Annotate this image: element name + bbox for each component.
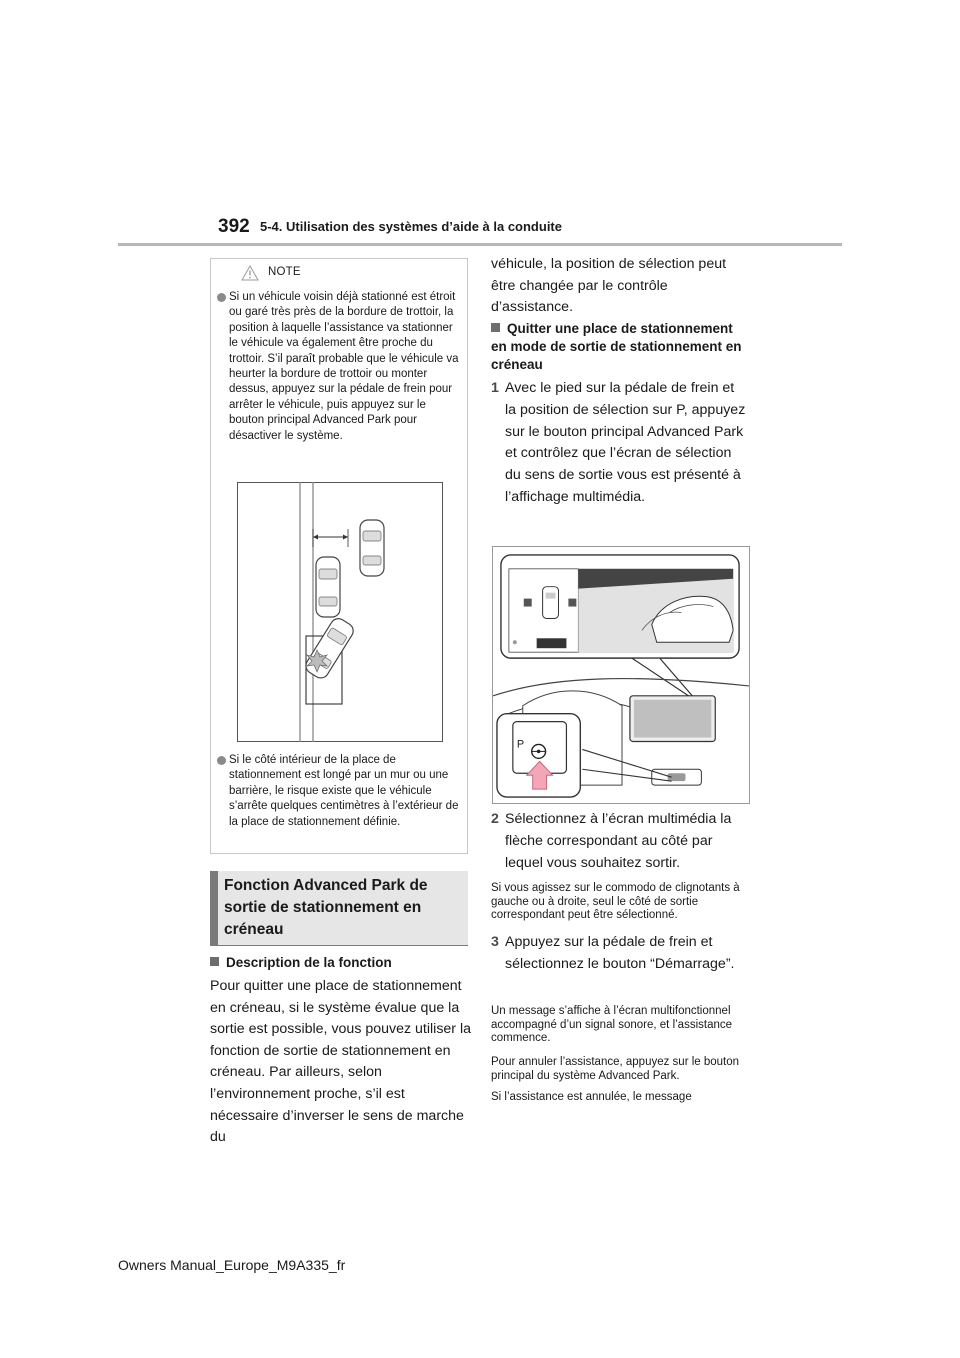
step-text: Sélectionnez à l’écran multimédia la flèche correspondant au côté par lequel vous souhaitez sortir. [505,811,732,871]
note-paragraph: Pour annuler l’assistance, appuyez sur le bouton principal du système Advanced Park. [491,1056,740,1082]
step-2 [491,809,749,874]
page-number: 392 [218,216,250,237]
note-item [217,753,459,830]
body-paragraph: Pour quitter une place de stationnement en créneau, si le système évalue que la sortie est possible, vous pouvez utiliser la fonction de sortie de stationnement en créneau. Par ailleurs, selon l’environnement proche, s’il est nécessaire d’inverser le sens de marche du [210,978,472,1146]
footer-text: Owners Manual_Europe_M9A335_fr [118,1257,346,1273]
header-rule [118,243,842,246]
body-paragraph: véhicule, la position de sélection peut être changée par le contrôle d’assistance. [491,256,727,316]
bullet-dot [217,293,226,302]
note-item-text: Si le côté intérieur de la place de stationnement est longé par un mur ou une barrière, le risque existe que le véhicule s’arrête quelques centimètres à l’extérieur de la place de stationnement définie. [229,754,459,828]
note-box [210,258,468,854]
step-number: 1 [491,380,499,396]
step-1 [491,378,749,509]
subheading-text: Quitter une place de stationnement en mode de sortie de stationnement en créneau [491,321,742,372]
section-heading-rule [210,945,468,946]
section-heading-bar [210,871,218,945]
subheading [210,954,468,972]
note-paragraph: Si l’assistance est annulée, le message [491,1091,692,1103]
section-heading-title: Fonction Advanced Park de sortie de stationnement en créneau [224,877,428,938]
step-text: Appuyez sur la pédale de frein et sélectionnez le bouton “Démarrage”. [505,934,735,972]
note-header [211,259,467,285]
subheading-text: Description de la fonction [226,955,392,970]
square-bullet [210,957,219,966]
step-text: Avec le pied sur la pédale de frein et la position de sélection sur P, appuyez sur le bouton principal Advanced Park et contrôlez que l’écran de sélection du sens de sortie vous est présenté à l’affichage multimédia. [505,380,746,505]
note-label: NOTE [268,266,301,278]
parking-illustration [237,482,443,742]
note-item-text: Si un véhicule voisin déjà stationné est étroit ou garé très près de la bordure de trottoir, la position à laquelle l’assistance va stationner le véhicule va également être proche du trottoir. S’il paraît probable que le véhicule va heurter la bordure de trottoir ou monter dessus, appuyez sur la pédale de frein pour arrêter le véhicule, puis appuyez sur le bouton principal Advanced Park pour désactiver le système. [229,291,459,442]
step-3 [491,932,749,976]
section-title: 5-4. Utilisation des systèmes d’aide à la conduite [260,219,562,234]
subheading [491,320,747,374]
step-number: 2 [491,811,499,827]
p-button-letter: P [516,738,525,751]
section-heading [210,871,468,945]
bullet-dot [217,756,226,765]
note-paragraph: Un message s’affiche à l’écran multifonctionnel accompagné d’un signal sonore, et l’assistance commence. [491,1005,733,1044]
note-paragraph: Si vous agissez sur le commodo de clignotants à gauche ou à droite, seul le côté de sortie correspondant peut être sélectionné. [491,882,740,921]
note-item [217,290,459,444]
step-number: 3 [491,934,499,950]
dashboard-illustration [492,546,750,804]
square-bullet [491,323,500,332]
warning-icon [241,265,259,281]
